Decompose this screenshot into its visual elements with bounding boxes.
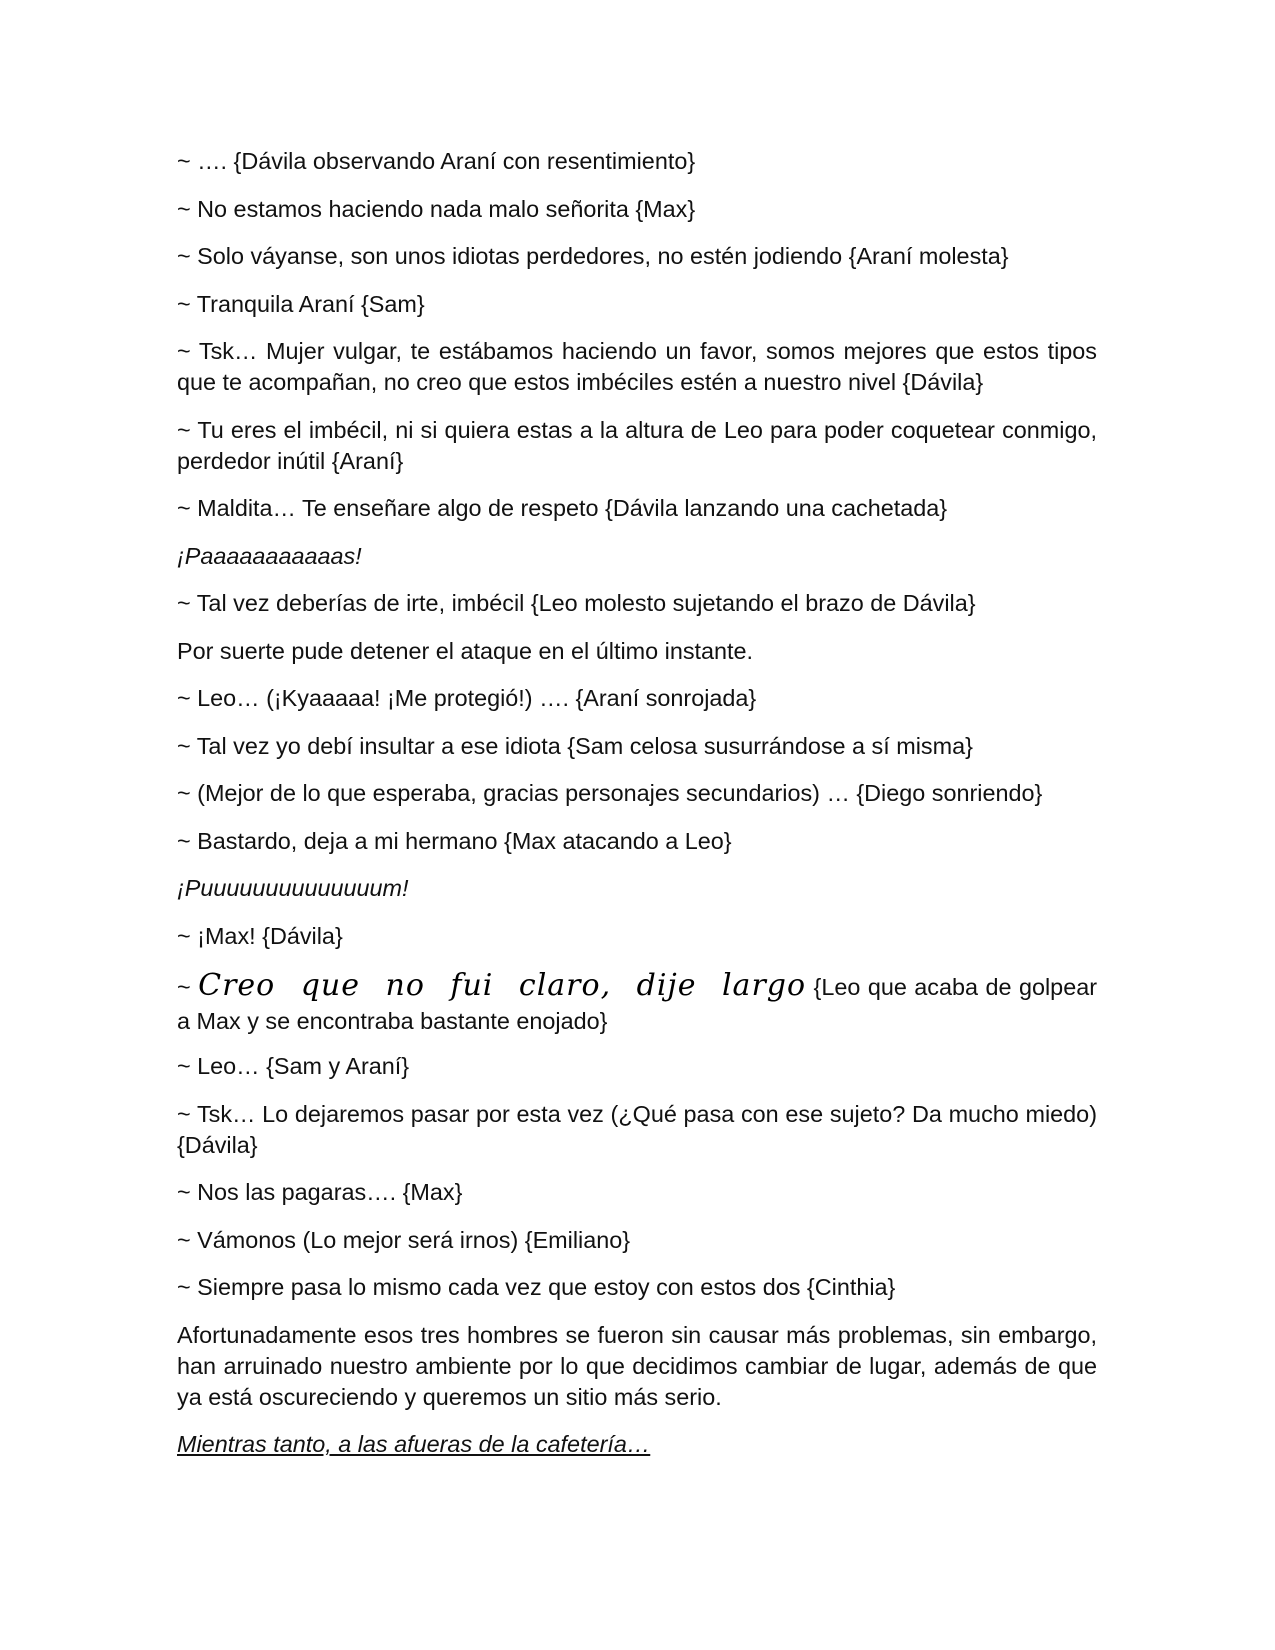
dialogue-line: ~ Vámonos (Lo mejor será irnos) {Emiliano}	[177, 1226, 631, 1253]
dialogue-line: ~ (Mejor de lo que esperaba, gracias personajes secundarios) … {Diego sonriendo}	[177, 780, 1043, 806]
dialogue-line: ~ Solo váyanse, son unos idiotas perdedores, no estén jodiendo {Araní molesta}	[177, 243, 1009, 269]
sound-effect: ¡Paaaaaaaaaaas!	[177, 542, 362, 569]
dialogue-line: ~ No estamos haciendo nada malo señorita {Max}	[177, 195, 696, 222]
dialogue-line: ~ Siempre pasa lo mismo cada vez que estoy con estos dos {Cinthia}	[177, 1274, 896, 1300]
dialogue-line: ~ ¡Max! {Dávila}	[177, 922, 343, 949]
dialogue-prefix: ~	[177, 974, 199, 1000]
dialogue-attribution: {Leo que acaba de golpear a Max y se encontraba bastante enojado}	[177, 974, 1097, 1034]
sound-effect: ¡Puuuuuuuuuuuuuum!	[177, 875, 409, 901]
dialogue-line: ~ Tsk… Lo dejaremos pasar por esta vez (¿Qué pasa con ese sujeto? Da mucho miedo) {Dávila}	[177, 1100, 1097, 1158]
handwritten-speech: Creo que no fui claro, dije largo	[198, 968, 807, 1003]
dialogue-line: ~ Tal vez yo debí insultar a ese idiota {Sam celosa susurrándose a sí misma}	[177, 732, 973, 759]
dialogue-line: ~ Tu eres el imbécil, ni si quiera estas a la altura de Leo para poder coquetear conmigo, perdedor inútil {Araní}	[177, 416, 1097, 474]
dialogue-line: ~ Bastardo, deja a mi hermano {Max atacando a Leo}	[177, 827, 732, 854]
dialogue-line-emphasized	[177, 968, 1097, 1037]
dialogue-line: ~ Tsk… Mujer vulgar, te estábamos haciendo un favor, somos mejores que estos tipos que te acompañan, no creo que estos imbéciles estén a nuestro nivel {Dávila}	[177, 338, 1097, 395]
dialogue-line: ~ Tranquila Araní {Sam}	[177, 290, 425, 317]
document-body	[177, 146, 1097, 1477]
scene-transition: Mientras tanto, a las afueras de la cafetería…	[177, 1431, 651, 1457]
dialogue-line: ~ Nos las pagaras…. {Max}	[177, 1179, 463, 1205]
dialogue-line: ~ Leo… {Sam y Araní}	[177, 1053, 410, 1079]
narration-paragraph: Afortunadamente esos tres hombres se fueron sin causar más problemas, sin embargo, han arruinado nuestro ambiente por lo que decidimos cambiar de lugar, además de que ya está oscureciendo y queremos un sitio más serio.	[177, 1321, 1097, 1410]
dialogue-line: ~ Tal vez deberías de irte, imbécil {Leo molesto sujetando el brazo de Dávila}	[177, 590, 976, 616]
dialogue-line: ~ Maldita… Te enseñare algo de respeto {Dávila lanzando una cachetada}	[177, 495, 948, 521]
dialogue-line: ~ …. {Dávila observando Araní con resentimiento}	[177, 148, 696, 174]
narration-line: Por suerte pude detener el ataque en el último instante.	[177, 637, 754, 664]
dialogue-line: ~ Leo… (¡Kyaaaaa! ¡Me protegió!) …. {Araní sonrojada}	[177, 685, 757, 711]
